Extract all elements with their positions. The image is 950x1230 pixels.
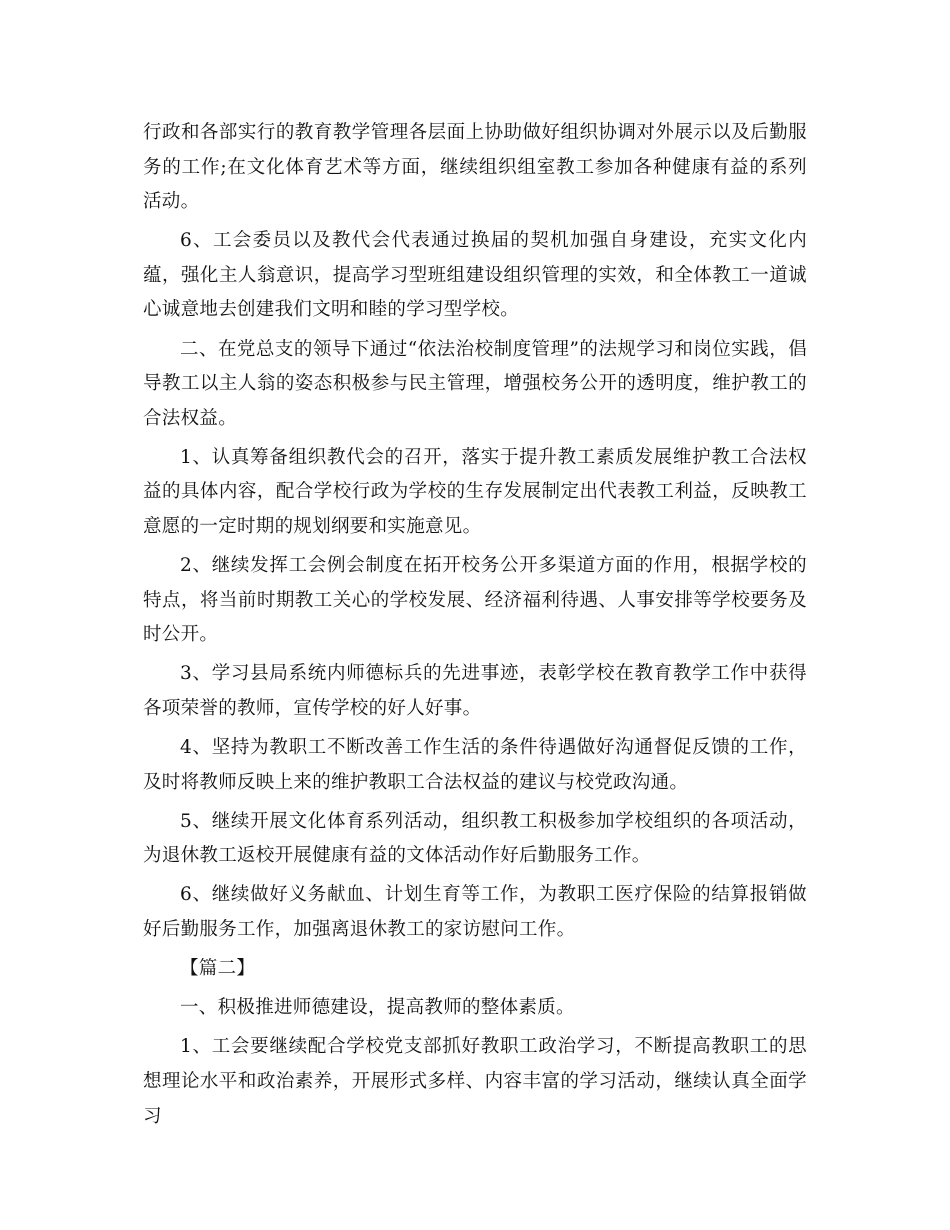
paragraph-1: 行政和各部实行的教育教学管理各层面上协助做好组织协调对外展示以及后勤服务的工作;在文化体育艺术等方面，继续组织组室教工参加各种健康有益的系列活动。	[143, 122, 807, 213]
paragraph-5: 2、继续发挥工会例会制度在拓开校务公开多渠道方面的作用，根据学校的特点，将当前时期教工关心的学校发展、经济福利待遇、人事安排等学校要务及时公开。	[143, 555, 807, 646]
paragraph-9: 6、继续做好义务献血、计划生育等工作，为教职工医疗保险的结算报销做好后勤服务工作，加强离退休教工的家访慰问工作。	[143, 884, 807, 941]
paragraph-8: 5、继续开展文化体育系列活动，组织教工积极参加学校组织的各项活动，为退休教工返校开展健康有益的文体活动作好后勤服务工作。	[143, 810, 807, 867]
paragraph-6: 3、学习县局系统内师德标兵的先进事迹，表彰学校在教育教学工作中获得各项荣誉的教师，宣传学校的好人好事。	[143, 663, 807, 719]
paragraph-12: 1、工会要继续配合学校党支部抓好教职工政治学习，不断提高教职工的思想理论水平和政治素养，开展形式多样、内容丰富的学习活动，继续认真全面学习	[143, 1036, 807, 1127]
paragraph-4: 1、认真筹备组织教代会的召开，落实于提升教工素质发展维护教工合法权益的具体内容，配合学校行政为学校的生存发展制定出代表教工利益，反映教工意愿的一定时期的规划纲要和实施意见。	[143, 446, 807, 538]
section-heading: 【篇二】	[180, 958, 256, 980]
paragraph-3: 二、在党总支的领导下通过“依法治校制度管理”的法规学习和岗位实践，倡导教工以主人翁的姿态积极参与民主管理，增强校务公开的透明度，维护教工的合法权益。	[143, 338, 807, 429]
paragraph-7: 4、坚持为教职工不断改善工作生活的条件待遇做好沟通督促反馈的工作，及时将教师反映上来的维护教职工合法权益的建议与校党政沟通。	[143, 737, 807, 793]
paragraph-2: 6、工会委员以及教代会代表通过换届的契机加强自身建设，充实文化内蕴，强化主人翁意识，提高学习型班组建设组织管理的实效，和全体教工一道诚心诚意地去创建我们文明和睦的学习型学校。	[143, 230, 807, 321]
paragraph-11: 一、积极推进师德建设，提高教师的整体素质。	[180, 997, 575, 1019]
document-body	[143, 116, 807, 1139]
